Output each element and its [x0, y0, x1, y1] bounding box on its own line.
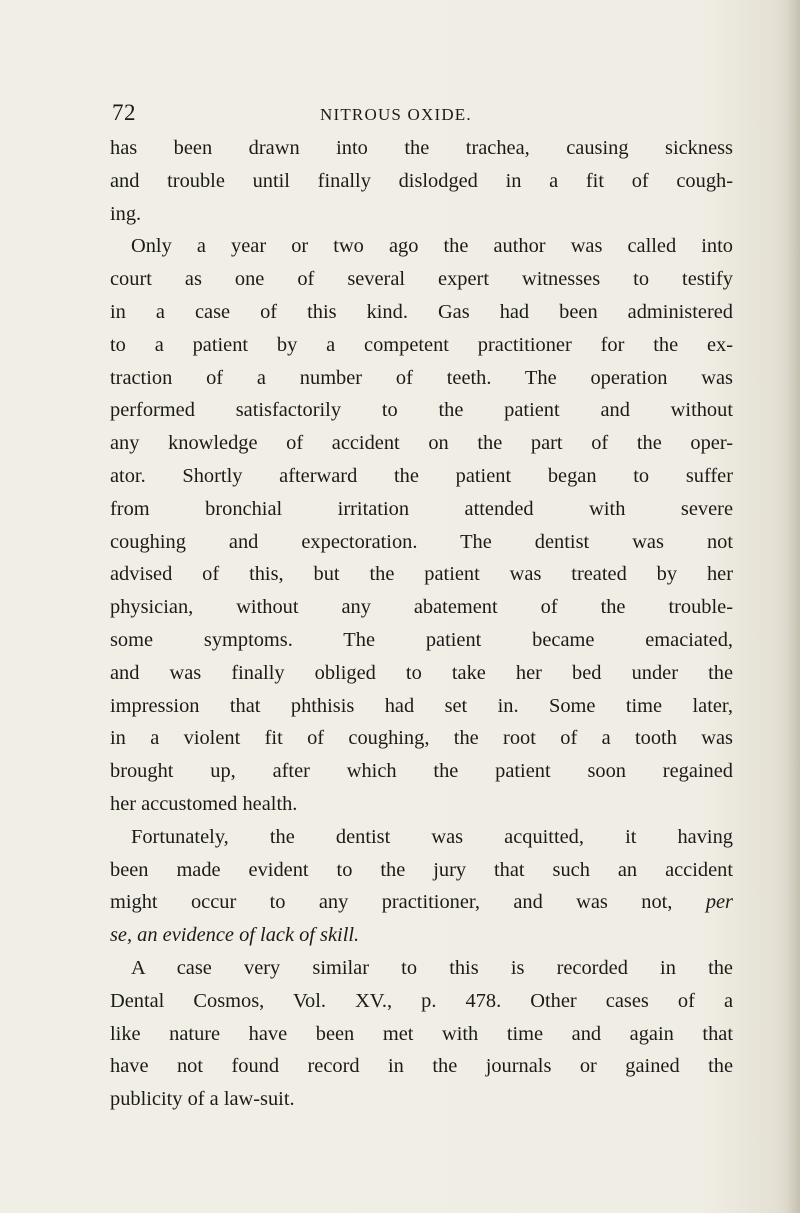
running-title: NITROUS OXIDE. — [320, 105, 472, 124]
text-line: has been drawn into the trachea, causing sickness — [110, 137, 733, 159]
text-segment: might occur to any practitioner, and was not, — [110, 891, 673, 914]
running-head — [112, 100, 732, 130]
text-line: ator. Shortly afterward the patient began to suffer — [110, 464, 733, 487]
text-line: from bronchial irritation attended with severe — [110, 497, 733, 520]
text-line: A case very similar to this is recorded in the — [131, 956, 733, 979]
text-line: impression that phthisis had set in. Some time later, — [110, 694, 733, 717]
text-line: have not found record in the journals or gained the — [110, 1055, 733, 1078]
paragraph-2 — [110, 230, 733, 820]
paragraph-3 — [110, 821, 733, 952]
text-line: Dental Cosmos, Vol. XV., p. 478. Other cases of a — [110, 989, 733, 1012]
italic-word: per — [705, 891, 733, 914]
text-line: and was finally obliged to take her bed under the — [110, 661, 733, 684]
text-line: her accustomed health. — [110, 792, 298, 815]
text-line: in a violent fit of coughing, the root of a tooth was — [110, 727, 733, 750]
text-line-italic-start — [110, 919, 733, 952]
text-line: in a case of this kind. Gas had been administered — [110, 300, 733, 323]
text-line-with-italic — [110, 886, 733, 919]
text-line: Fortunately, the dentist was acquitted, it having — [131, 825, 733, 848]
text-line: like nature have been met with time and again that — [110, 1022, 733, 1045]
body-text — [110, 132, 733, 1116]
text-line: performed satisfactorily to the patient and without — [110, 399, 733, 422]
text-line: any knowledge of accident on the part of the oper- — [110, 432, 733, 455]
text-line: court as one of several expert witnesses to testify — [110, 268, 733, 291]
text-line: brought up, after which the patient soon regained — [110, 760, 733, 783]
paragraph-1 — [110, 132, 733, 230]
text-segment: se, an evidence of lack of skill. — [110, 924, 360, 947]
text-line: traction of a number of teeth. The operation was — [110, 366, 733, 389]
text-line: advised of this, but the patient was treated by her — [110, 563, 733, 586]
text-line: physician, without any abatement of the trouble- — [110, 596, 733, 619]
text-line: to a patient by a competent practitioner for the ex- — [110, 333, 733, 356]
text-line: coughing and expectoration. The dentist was not — [110, 530, 733, 553]
text-line: and trouble until finally dislodged in a fit of cough- — [110, 169, 733, 192]
page-edge-shadow — [786, 0, 800, 1213]
text-line: publicity of a law-suit. — [110, 1088, 295, 1111]
text-line: some symptoms. The patient became emaciated, — [110, 628, 733, 651]
page-number: 72 — [112, 100, 136, 125]
text-line: been made evident to the jury that such an accident — [110, 858, 733, 881]
paragraph-4 — [110, 952, 733, 1116]
text-line: ing. — [110, 202, 142, 225]
text-line: Only a year or two ago the author was called into — [131, 235, 733, 258]
